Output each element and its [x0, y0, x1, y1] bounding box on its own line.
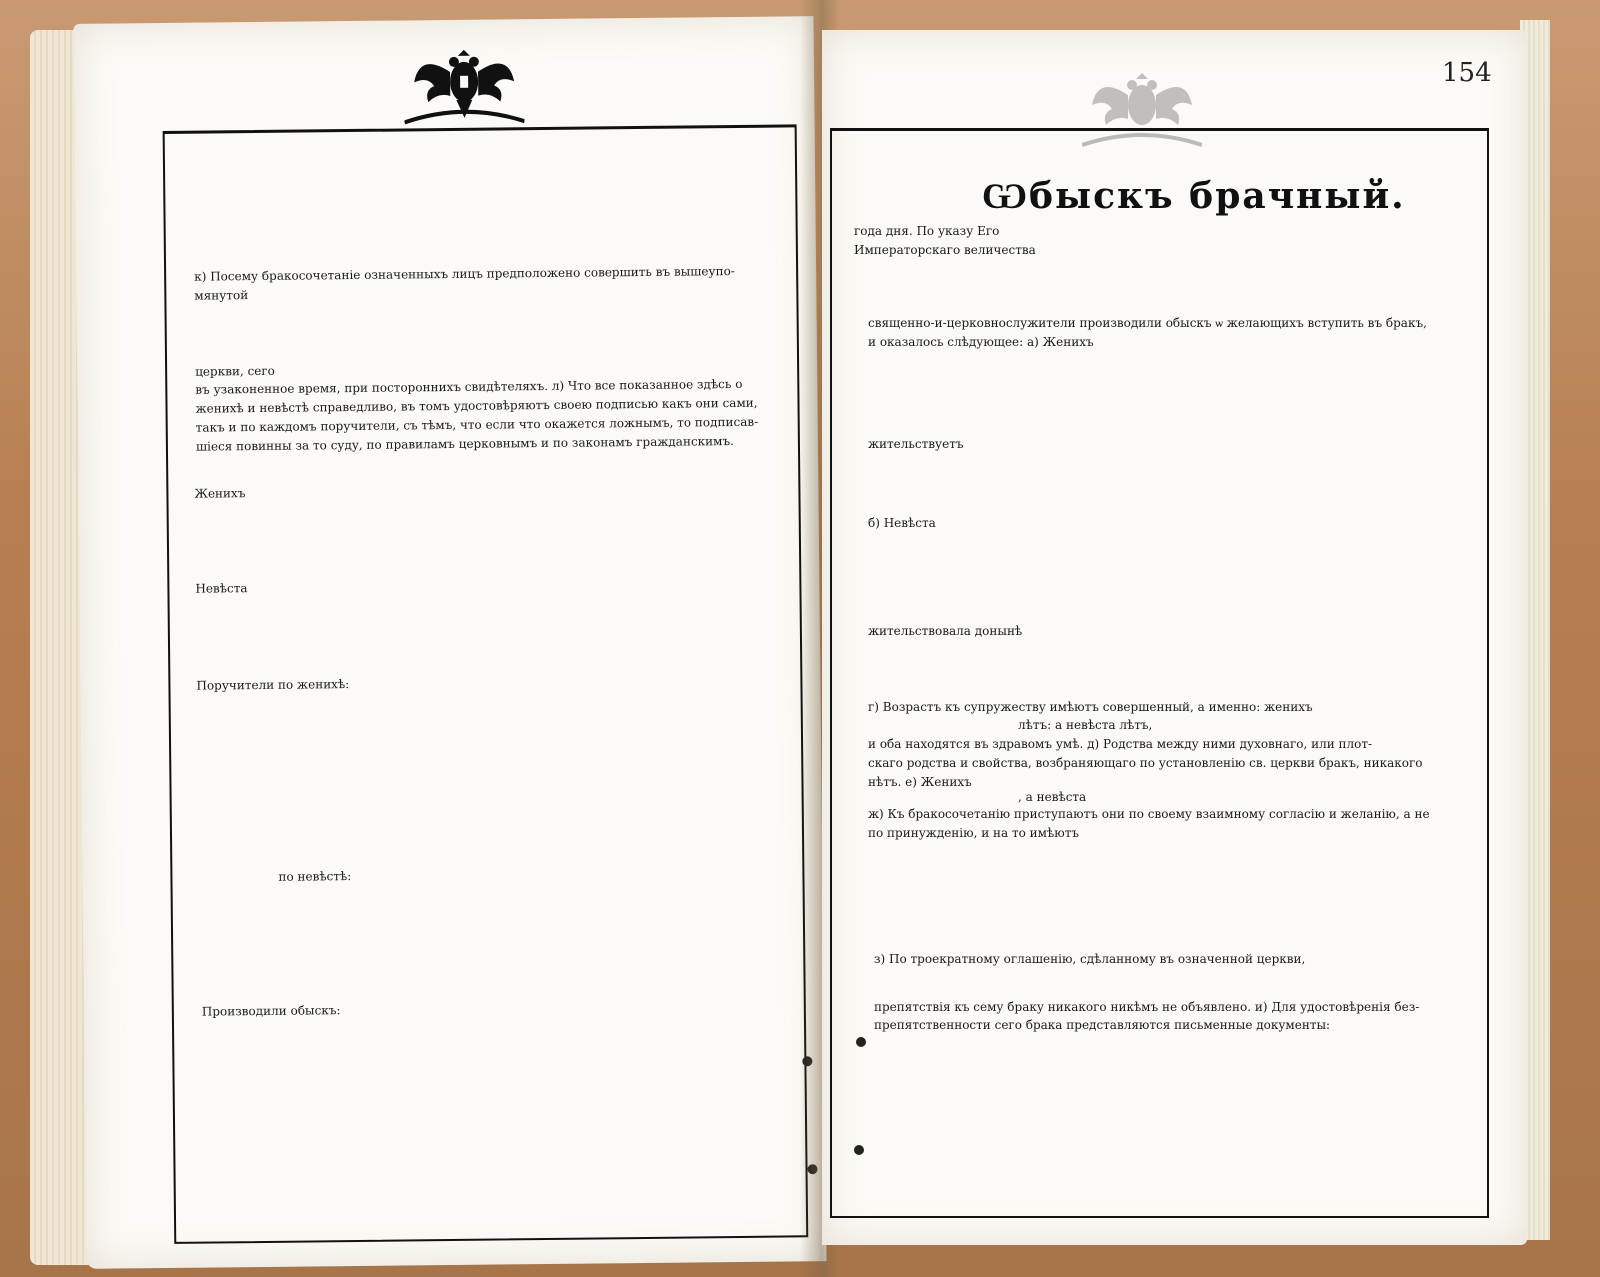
item-i-line-2: препятственности сего брака представляются письменные документы: — [874, 1018, 1331, 1032]
label-groom: Женихъ — [194, 486, 246, 501]
paragraph-k-line-5: женихѣ и невѣстѣ справедливо, въ томъ удостовѣряютъ своею подписью какъ они сами, — [195, 395, 758, 416]
paragraph-k-line-2: мянутой — [194, 288, 249, 303]
item-v-line-1: г) Возрастъ къ супружеству имѣютъ совершенный, а именно: женихъ — [868, 700, 1313, 714]
right-page-frame — [830, 128, 1489, 1218]
page-number: 154 — [1442, 58, 1492, 88]
paragraph-k-line-4: въ узаконенное время, при постороннихъ свидѣтеляхъ. л) Что все показанное здѣсь о — [195, 376, 743, 397]
item-zh-line-2: по принужденію, и на то имѣютъ — [868, 826, 1079, 840]
header-line-2: Императорскаго величества — [854, 243, 1036, 257]
right-page — [822, 30, 1527, 1245]
item-v-line-6: , а невѣста — [1018, 790, 1087, 804]
label-guarantors-bride: по невѣстѣ: — [278, 869, 352, 884]
item-v-line-3: и оба находятся въ здравомъ умѣ. д) Родства между ними духовнаго, или плот- — [868, 737, 1373, 751]
label-conducted-search: Производили обыскъ: — [201, 1003, 341, 1019]
paragraph-k-line-3: церкви, сего — [195, 363, 275, 379]
groom-residence: жительствуетъ — [868, 437, 964, 451]
item-v-line-4: скаго родства и свойства, возбраняющаго по установленію св. церкви бракъ, никакого — [868, 756, 1423, 770]
imperial-eagle-icon — [1082, 65, 1202, 155]
left-page — [74, 16, 827, 1269]
bride-residence: жительствовала донынѣ — [868, 624, 1023, 638]
label-bride: Невѣста — [195, 581, 248, 596]
paragraph-k-line-7: шіеся повинны за то суду, по правиламъ церковнымъ и по законамъ гражданскимъ. — [195, 434, 734, 454]
item-i-line-1: препятствія къ сему браку никакого никѣмъ не объявлено. и) Для удостовѣренія без- — [874, 1000, 1420, 1014]
item-b-bride: б) Невѣста — [868, 516, 936, 530]
item-v-line-2: лѣтъ: а невѣста лѣтъ, — [1018, 718, 1153, 732]
header-line-1: года дня. По указу Его — [854, 224, 1000, 238]
binding-hole — [854, 1145, 864, 1155]
paragraph-1-line-1: священно-и-церковнослужители производили обыскъ ѡ желающихъ вступить въ бракъ, — [868, 316, 1427, 330]
imperial-eagle-icon — [404, 41, 525, 132]
paragraph-1-line-2: и оказалось слѣдующее: а) Женихъ — [868, 335, 1094, 349]
label-guarantors-groom: Поручители по женихѣ: — [196, 677, 350, 693]
paragraph-k-line-6: такъ и по каждомъ поручители, съ тѣмъ, что если что окажется ложнымъ, то подписав- — [195, 414, 759, 435]
item-z: з) По троекратному оглашенію, сдѣланному въ означенной церкви, — [874, 952, 1306, 966]
document-title: Ѡбыскъ брачный. — [982, 175, 1406, 217]
item-v-line-5: нѣтъ. е) Женихъ — [868, 775, 972, 789]
paragraph-k-line-1: к) Посему бракосочетаніе означенныхъ лицъ предположено совершить въ вышеупо- — [194, 263, 735, 284]
binding-hole — [856, 1037, 866, 1047]
item-zh-line-1: ж) Къ бракосочетанію приступаютъ они по своему взаимному согласію и желанію, а не — [868, 807, 1430, 821]
